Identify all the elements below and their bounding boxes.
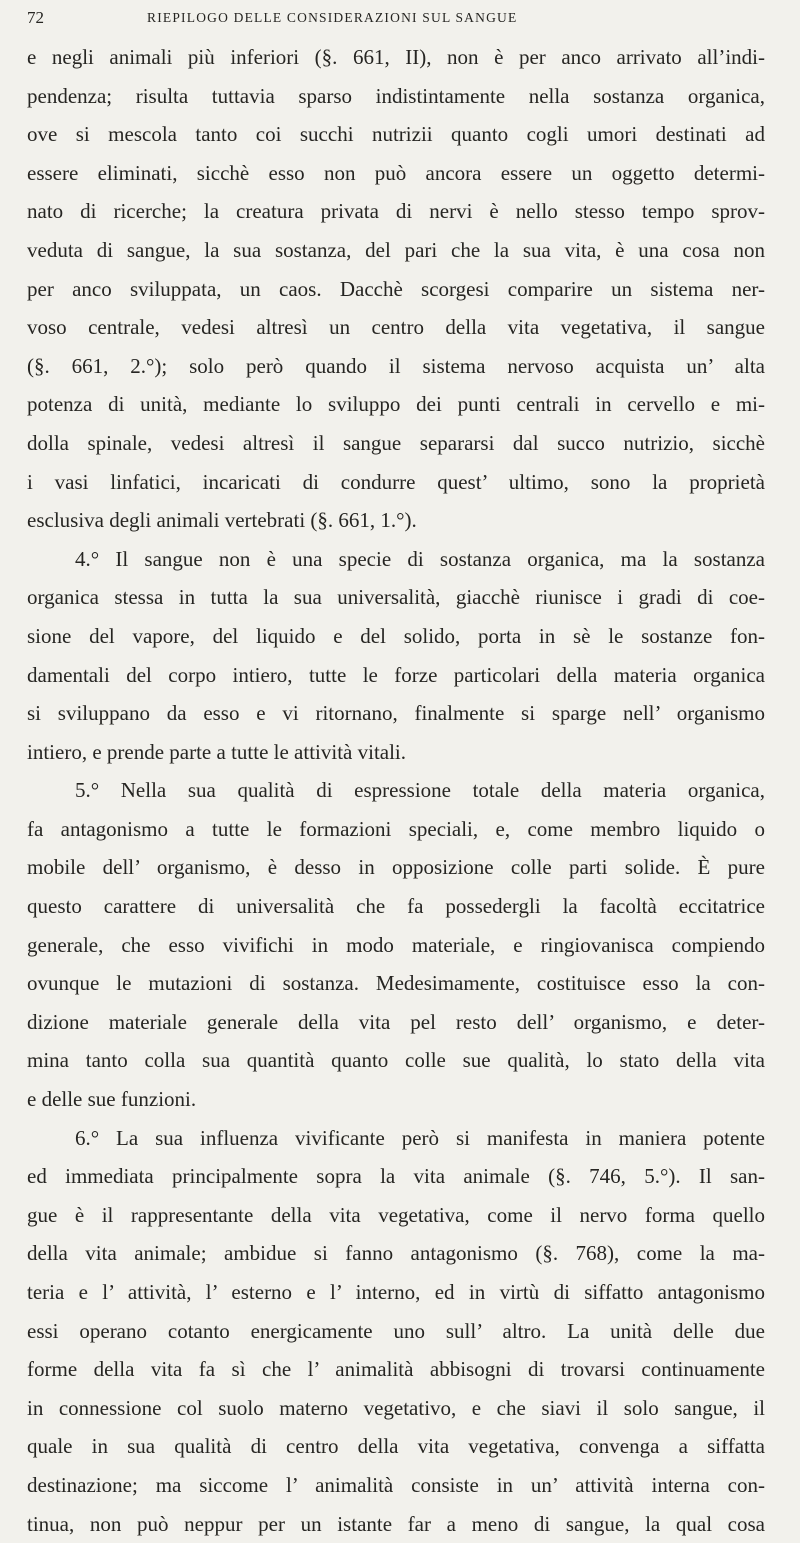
- text-line: fa antagonismo a tutte le formazioni speciali, e, come membro liquido o: [27, 816, 765, 841]
- body-text: [27, 38, 765, 1543]
- text-line: intiero, e prende parte a tutte le attività vitali.: [27, 739, 407, 764]
- text-line: pendenza; risulta tuttavia sparso indistintamente nella sostanza organica,: [27, 83, 765, 108]
- text-line: e negli animali più inferiori (§. 661, II), non è per anco arrivato all’indi-: [27, 45, 765, 69]
- text-line: teria e l’ attività, l’ esterno e l’ interno, ed in virtù di siffatto antagonismo: [27, 1280, 765, 1304]
- text-line: questo carattere di universalità che fa possedergli la facoltà eccitatrice: [27, 894, 765, 919]
- text-line: damentali del corpo intiero, tutte le forze particolari della materia organica: [27, 662, 765, 687]
- text-line: potenza di unità, mediante lo sviluppo dei punti centrali in cervello e mi-: [27, 392, 765, 417]
- text-line: ed immediata principalmente sopra la vita animale (§. 746, 5.°). Il san-: [27, 1164, 765, 1189]
- text-line: mina tanto colla sua quantità quanto colle sue qualità, lo stato della vita: [27, 1048, 765, 1073]
- text-line: si sviluppano da esso e vi ritornano, finalmente si sparge nell’ organismo: [27, 701, 765, 726]
- text-line: tinua, non può neppur per un istante far a meno di sangue, la qual cosa: [27, 1511, 765, 1536]
- text-line: essi operano cotanto energicamente uno sull’ altro. La unità delle due: [27, 1318, 765, 1343]
- text-line: 5.° Nella sua qualità di espressione totale della materia organica,: [75, 778, 765, 803]
- text-line: destinazione; ma siccome l’ animalità consiste in un’ attività interna con-: [27, 1472, 765, 1497]
- text-line: organica stessa in tutta la sua universalità, giacchè riunisce i gradi di coe-: [27, 585, 765, 610]
- text-line: in connessione col suolo materno vegetativo, e che siavi il solo sangue, il: [27, 1395, 765, 1420]
- text-line: veduta di sangue, la sua sostanza, del pari che la sua vita, è una cosa non: [27, 237, 765, 262]
- text-line: quale in sua qualità di centro della vita vegetativa, convenga a siffatta: [27, 1434, 765, 1459]
- text-line: 6.° La sua influenza vivificante però si manifesta in maniera potente: [75, 1125, 765, 1150]
- text-line: per anco sviluppata, un caos. Dacchè scorgesi comparire un sistema ner-: [27, 276, 765, 301]
- running-head-title: RIEPILOGO DELLE CONSIDERAZIONI SUL SANGUE: [147, 10, 518, 25]
- text-line: essere eliminati, sicchè esso non può ancora essere un oggetto determi-: [27, 160, 765, 185]
- text-line: (§. 661, 2.°); solo però quando il sistema nervoso acquista un’ alta: [27, 353, 765, 378]
- text-line: forme della vita fa sì che l’ animalità abbisogni di trovarsi continuamente: [27, 1357, 765, 1382]
- text-line: mobile dell’ organismo, è desso in opposizione colle parti solide. È pure: [27, 855, 765, 880]
- text-line: generale, che esso vivifichi in modo materiale, e ringiovanisca compiendo: [27, 932, 765, 957]
- text-line: ove si mescola tanto coi succhi nutrizii quanto cogli umori destinati ad: [27, 122, 765, 147]
- text-line: gue è il rappresentante della vita vegetativa, come il nervo forma quello: [27, 1202, 765, 1227]
- text-line: 4.° Il sangue non è una specie di sostanza organica, ma la sostanza: [75, 546, 765, 571]
- text-line: sione del vapore, del liquido e del solido, porta in sè le sostanze fon-: [27, 623, 765, 648]
- text-line: voso centrale, vedesi altresì un centro della vita vegetativa, il sangue: [27, 315, 765, 340]
- text-line: e delle sue funzioni.: [27, 1087, 197, 1112]
- text-line: della vita animale; ambidue si fanno antagonismo (§. 768), come la ma-: [27, 1241, 765, 1266]
- page-number: 72: [27, 8, 44, 27]
- text-line: ovunque le mutazioni di sostanza. Medesimamente, costituisce esso la con-: [27, 971, 765, 996]
- text-line: nato di ricerche; la creatura privata di nervi è nello stesso tempo sprov-: [27, 199, 765, 224]
- text-line: esclusiva degli animali vertebrati (§. 661, 1.°).: [27, 508, 417, 533]
- text-line: dolla spinale, vedesi altresì il sangue separarsi dal succo nutrizio, sicchè: [27, 430, 765, 455]
- text-line: i vasi linfatici, incaricati di condurre quest’ ultimo, sono la proprietà: [27, 469, 765, 494]
- running-head: [27, 8, 762, 28]
- text-line: dizione materiale generale della vita pel resto dell’ organismo, e deter-: [27, 1009, 765, 1034]
